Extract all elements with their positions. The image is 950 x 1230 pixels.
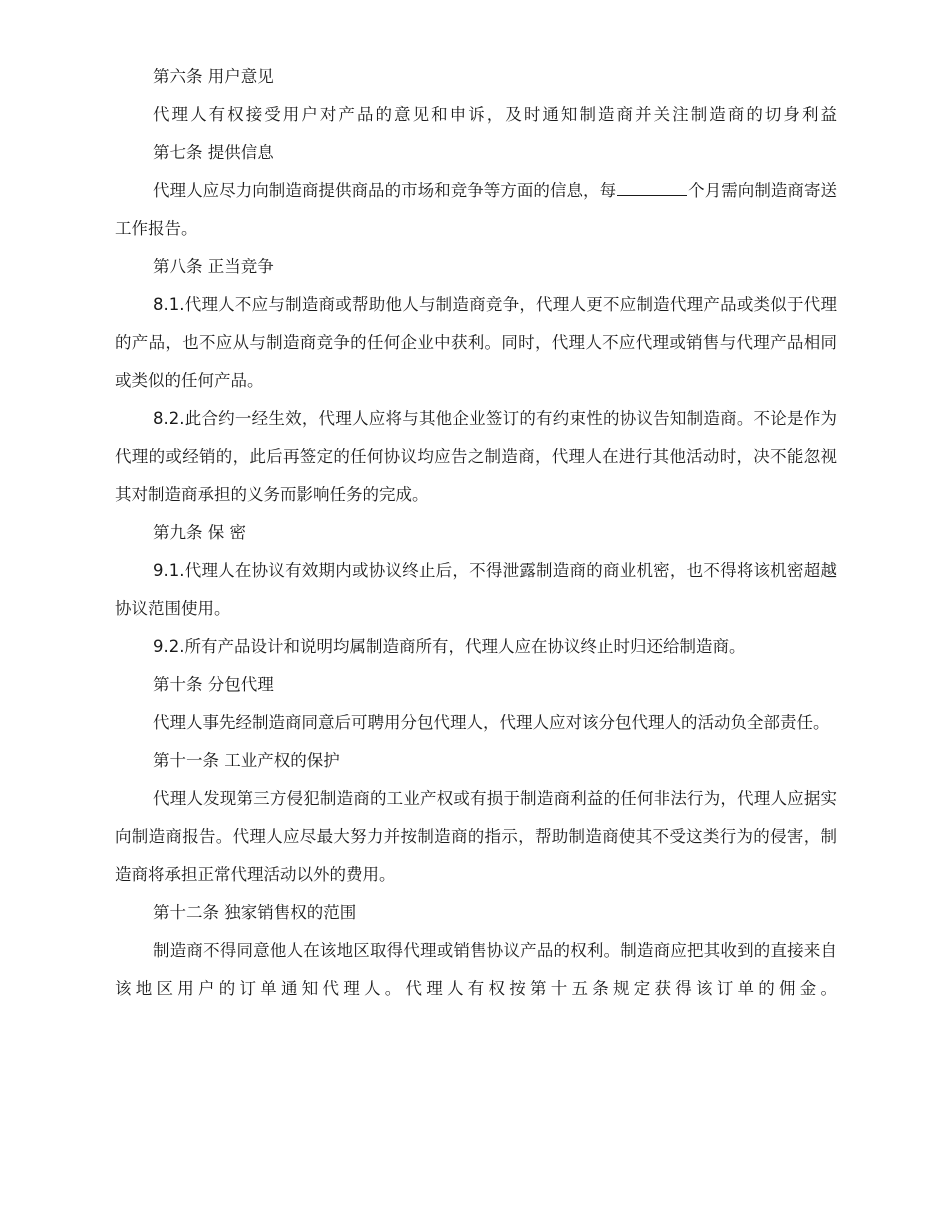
article-10-text: 代理人事先经制造商同意后可聘用分包代理人，代理人应对该分包代理人的活动负全部责任。 [153,713,830,732]
article-9-title: 第九条 保 密 [153,523,246,542]
article-7-text [115,172,837,248]
document-page [115,58,837,1008]
article-8-2-text: 8.2.此合约一经生效，代理人应将与其他企业签订的有约束性的协议告知制造商。不论是作为代理的或经销的，此后再签定的任何协议均应告之制造商，代理人在进行其他活动时，决不能忽视其对制造商承担的义务而影响任务的完成。 [115,409,837,504]
article-11-text: 代理人发现第三方侵犯制造商的工业产权或有损于制造商利益的任何非法行为，代理人应据实向制造商报告。代理人应尽最大努力并按制造商的指示，帮助制造商使其不受这类行为的侵害，制造商将承担正常代理活动以外的费用。 [115,789,837,884]
blank-line [617,177,687,196]
article-7-text-part1: 代理人应尽力向制造商提供商品的市场和竞争等方面的信息，每 [153,181,617,200]
article-6-text: 代理人有权接受用户对产品的意见和申诉，及时通知制造商并关注制造商的切身利益 [153,105,837,124]
article-12-title: 第十二条 独家销售权的范围 [153,903,357,922]
article-8-title: 第八条 正当竞争 [153,257,274,276]
article-8-1-text: 8.1.代理人不应与制造商或帮助他人与制造商竞争，代理人更不应制造代理产品或类似于代理的产品，也不应从与制造商竞争的任何企业中获利。同时，代理人不应代理或销售与代理产品相同或类似的任何产品。 [115,295,837,390]
article-6-title: 第六条 用户意见 [153,67,274,86]
article-10-title: 第十条 分包代理 [153,675,274,694]
article-7-text-part2: 个月需向制造商寄送工作报告。 [115,181,838,238]
article-9-2-text: 9.2.所有产品设计和说明均属制造商所有，代理人应在协议终止时归还给制造商。 [153,637,746,656]
article-7-title: 第七条 提供信息 [153,143,274,162]
article-11-title: 第十一条 工业产权的保护 [153,751,340,770]
article-12-text: 制造商不得同意他人在该地区取得代理或销售协议产品的权利。制造商应把其收到的直接来自该地区用户的订单通知代理人。代理人有权按第十五条规定获得该订单的佣金。 [115,941,837,998]
article-9-1-text: 9.1.代理人在协议有效期内或协议终止后，不得泄露制造商的商业机密，也不得将该机密超越协议范围使用。 [115,561,837,618]
